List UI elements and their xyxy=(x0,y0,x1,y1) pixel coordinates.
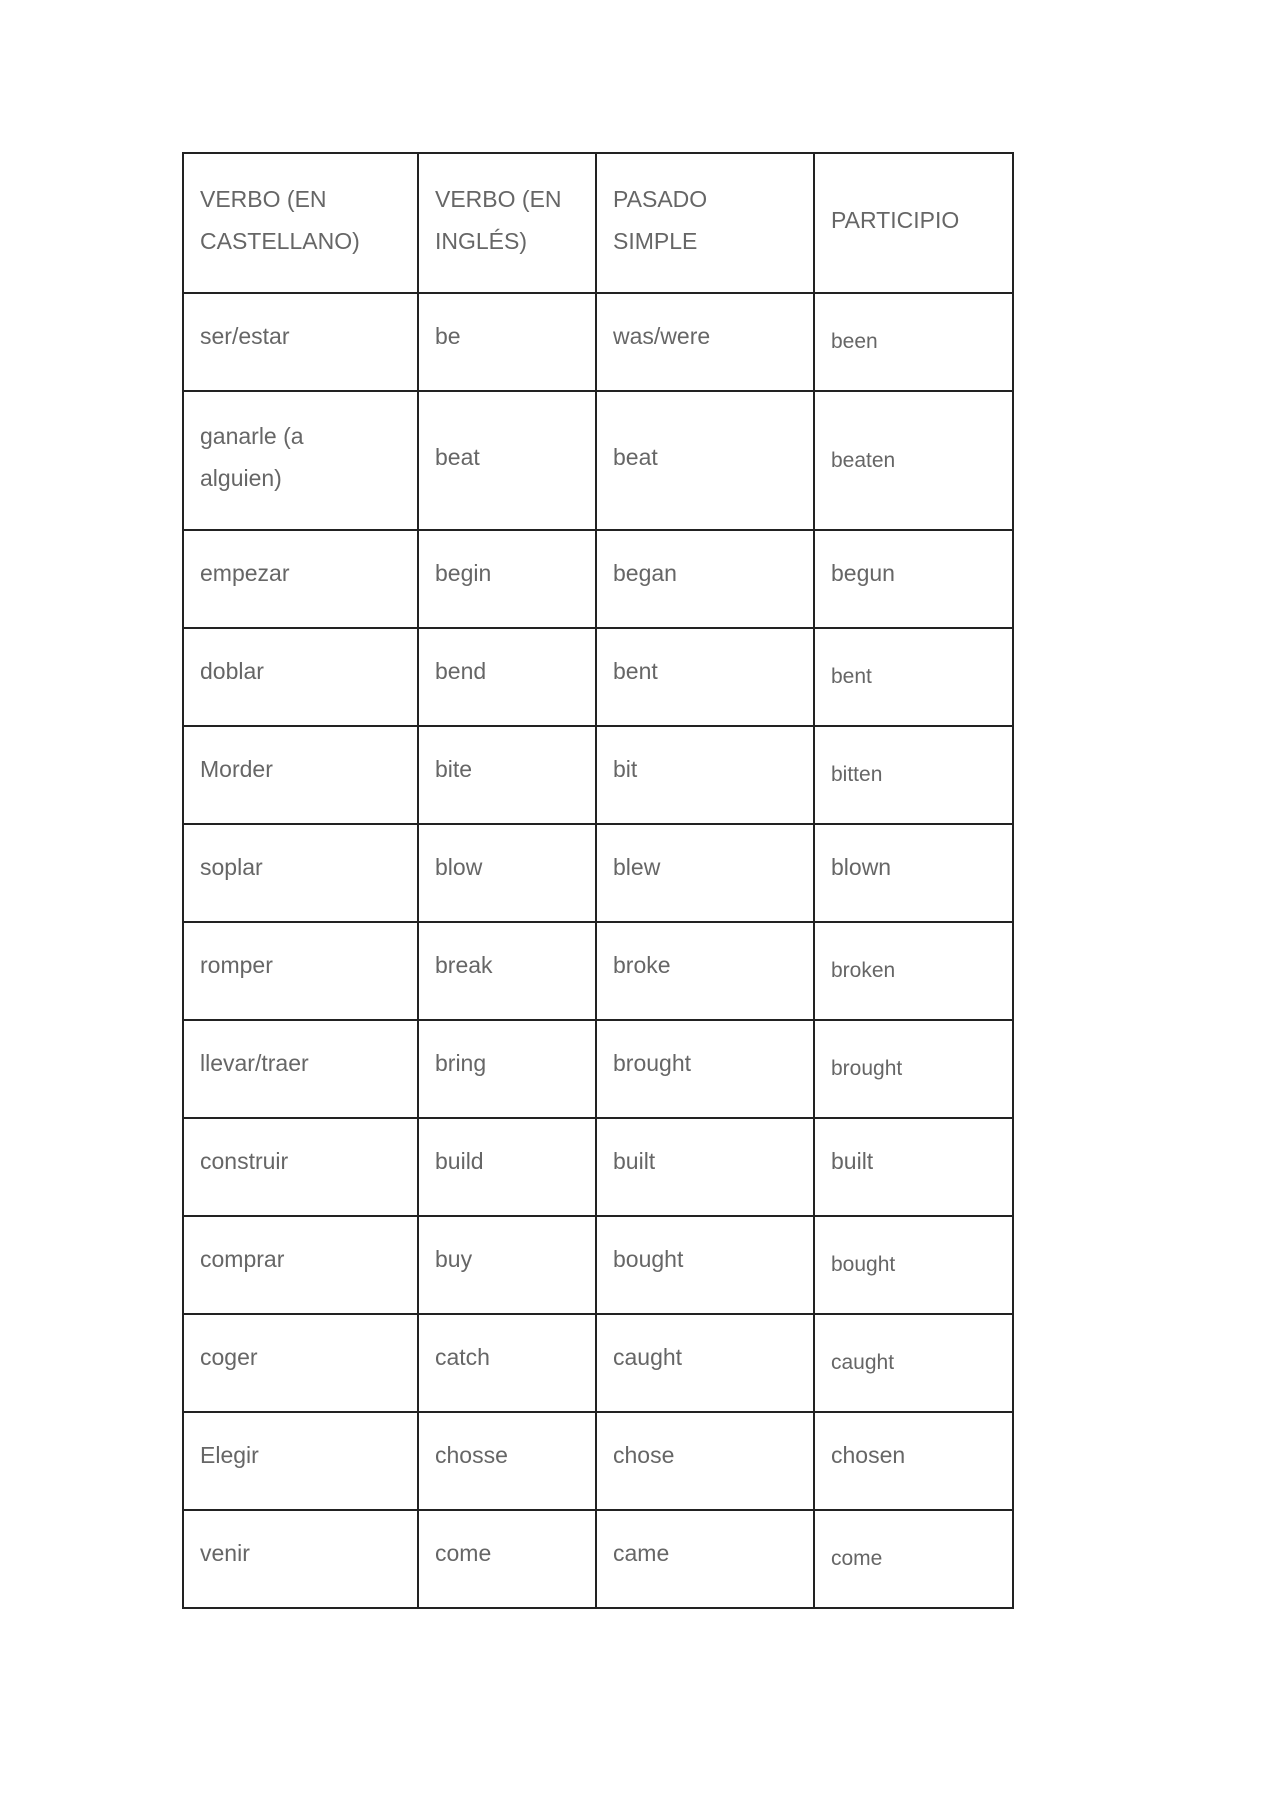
cell-spanish xyxy=(183,1020,418,1118)
table-row xyxy=(183,628,1013,726)
cell-spanish xyxy=(183,530,418,628)
cell-participle-text: blown xyxy=(831,854,892,880)
cell-past-simple-text: bent xyxy=(613,658,658,684)
cell-spanish-text: ser/estar xyxy=(200,323,290,349)
cell-english-text: build xyxy=(435,1148,484,1174)
cell-spanish-text: romper xyxy=(200,952,273,978)
cell-participle xyxy=(814,1020,1013,1118)
cell-participle-text: bought xyxy=(831,1253,896,1276)
cell-spanish-text: Elegir xyxy=(200,1442,259,1468)
cell-participle xyxy=(814,922,1013,1020)
cell-participle-text: brought xyxy=(831,1057,903,1080)
cell-past-simple-text: brought xyxy=(613,1050,692,1076)
cell-spanish xyxy=(183,1118,418,1216)
cell-past-simple-text: built xyxy=(613,1148,656,1174)
cell-english-text: catch xyxy=(435,1344,490,1370)
cell-participle-text: built xyxy=(831,1148,874,1174)
table-row xyxy=(183,726,1013,824)
cell-english xyxy=(418,1412,596,1510)
cell-participle xyxy=(814,1216,1013,1314)
cell-past-simple xyxy=(596,1118,814,1216)
cell-past-simple-text: began xyxy=(613,560,677,586)
table-header-row xyxy=(183,153,1013,293)
cell-participle xyxy=(814,628,1013,726)
cell-participle-text: come xyxy=(831,1547,883,1570)
cell-spanish xyxy=(183,824,418,922)
cell-english-text: beat xyxy=(435,443,480,470)
cell-participle xyxy=(814,726,1013,824)
cell-past-simple-text: bought xyxy=(613,1246,684,1272)
table-row xyxy=(183,824,1013,922)
cell-english-text: buy xyxy=(435,1246,473,1272)
irregular-verbs-table xyxy=(182,152,1014,1609)
cell-past-simple xyxy=(596,922,814,1020)
cell-spanish xyxy=(183,628,418,726)
cell-spanish-text: doblar xyxy=(200,658,264,684)
cell-english xyxy=(418,628,596,726)
cell-english-text: begin xyxy=(435,560,492,586)
cell-participle xyxy=(814,824,1013,922)
cell-spanish-text: Morder xyxy=(200,756,273,782)
cell-spanish-text: comprar xyxy=(200,1246,285,1272)
table-row xyxy=(183,530,1013,628)
cell-past-simple xyxy=(596,391,814,530)
cell-past-simple-text: chose xyxy=(613,1442,675,1468)
cell-spanish-text: soplar xyxy=(200,854,263,880)
table-row xyxy=(183,1510,1013,1608)
cell-spanish xyxy=(183,726,418,824)
cell-past-simple-text: blew xyxy=(613,854,661,880)
cell-participle xyxy=(814,391,1013,530)
cell-past-simple-text: broke xyxy=(613,952,671,978)
cell-participle-text: bitten xyxy=(831,763,883,786)
cell-english xyxy=(418,1020,596,1118)
cell-participle-text: caught xyxy=(831,1351,895,1374)
cell-past-simple xyxy=(596,1314,814,1412)
cell-participle-text: chosen xyxy=(831,1442,906,1468)
cell-english-text: break xyxy=(435,952,493,978)
cell-past-simple-text: bit xyxy=(613,756,638,782)
cell-spanish xyxy=(183,1314,418,1412)
cell-spanish-text: llevar/traer xyxy=(200,1050,309,1076)
table-row xyxy=(183,1118,1013,1216)
cell-spanish xyxy=(183,1216,418,1314)
cell-english xyxy=(418,530,596,628)
cell-participle-text: begun xyxy=(831,560,895,586)
cell-participle xyxy=(814,293,1013,391)
cell-past-simple xyxy=(596,726,814,824)
cell-past-simple-text: came xyxy=(613,1540,670,1566)
cell-english xyxy=(418,726,596,824)
table-row xyxy=(183,391,1013,530)
cell-past-simple xyxy=(596,530,814,628)
cell-english-text: come xyxy=(435,1540,492,1566)
cell-english xyxy=(418,293,596,391)
cell-participle-text: been xyxy=(831,330,878,353)
cell-participle xyxy=(814,1412,1013,1510)
cell-spanish xyxy=(183,391,418,530)
cell-spanish xyxy=(183,922,418,1020)
table-row xyxy=(183,1216,1013,1314)
cell-past-simple xyxy=(596,1216,814,1314)
cell-participle-text: broken xyxy=(831,959,896,982)
cell-spanish-text: construir xyxy=(200,1148,289,1174)
cell-past-simple-text: beat xyxy=(613,443,658,470)
table-row xyxy=(183,293,1013,391)
header-cell-past-simple: PASADO SIMPLE xyxy=(596,153,814,293)
cell-spanish-text: coger xyxy=(200,1344,258,1370)
cell-english xyxy=(418,1216,596,1314)
cell-english-text: be xyxy=(435,323,461,349)
cell-past-simple-text: caught xyxy=(613,1344,683,1370)
cell-english-text: bite xyxy=(435,756,473,782)
cell-participle-text: bent xyxy=(831,665,872,688)
cell-past-simple xyxy=(596,293,814,391)
cell-english xyxy=(418,1118,596,1216)
cell-participle xyxy=(814,1510,1013,1608)
table-row xyxy=(183,922,1013,1020)
cell-english-text: blow xyxy=(435,854,483,880)
table-row xyxy=(183,1412,1013,1510)
cell-english xyxy=(418,824,596,922)
header-cell-spanish: VERBO (EN CASTELLANO) xyxy=(183,153,418,293)
cell-past-simple xyxy=(596,824,814,922)
cell-past-simple xyxy=(596,1020,814,1118)
cell-past-simple-text: was/were xyxy=(613,323,711,349)
cell-english xyxy=(418,391,596,530)
cell-past-simple xyxy=(596,1510,814,1608)
cell-participle xyxy=(814,530,1013,628)
cell-spanish xyxy=(183,1412,418,1510)
cell-spanish-text: venir xyxy=(200,1540,250,1566)
table-row xyxy=(183,1020,1013,1118)
cell-spanish-text: ganarle (a alguien) xyxy=(200,422,304,491)
cell-english-text: bring xyxy=(435,1050,487,1076)
cell-english xyxy=(418,1510,596,1608)
cell-participle xyxy=(814,1314,1013,1412)
header-cell-participle: PARTICIPIO xyxy=(814,153,1013,293)
cell-past-simple xyxy=(596,1412,814,1510)
cell-english-text: chosse xyxy=(435,1442,508,1468)
cell-english xyxy=(418,922,596,1020)
cell-participle xyxy=(814,1118,1013,1216)
cell-english xyxy=(418,1314,596,1412)
cell-english-text: bend xyxy=(435,658,487,684)
cell-past-simple xyxy=(596,628,814,726)
cell-participle-text: beaten xyxy=(831,448,896,472)
header-cell-english: VERBO (EN INGLÉS) xyxy=(418,153,596,293)
cell-spanish xyxy=(183,293,418,391)
cell-spanish-text: empezar xyxy=(200,560,290,586)
cell-spanish xyxy=(183,1510,418,1608)
table-row xyxy=(183,1314,1013,1412)
